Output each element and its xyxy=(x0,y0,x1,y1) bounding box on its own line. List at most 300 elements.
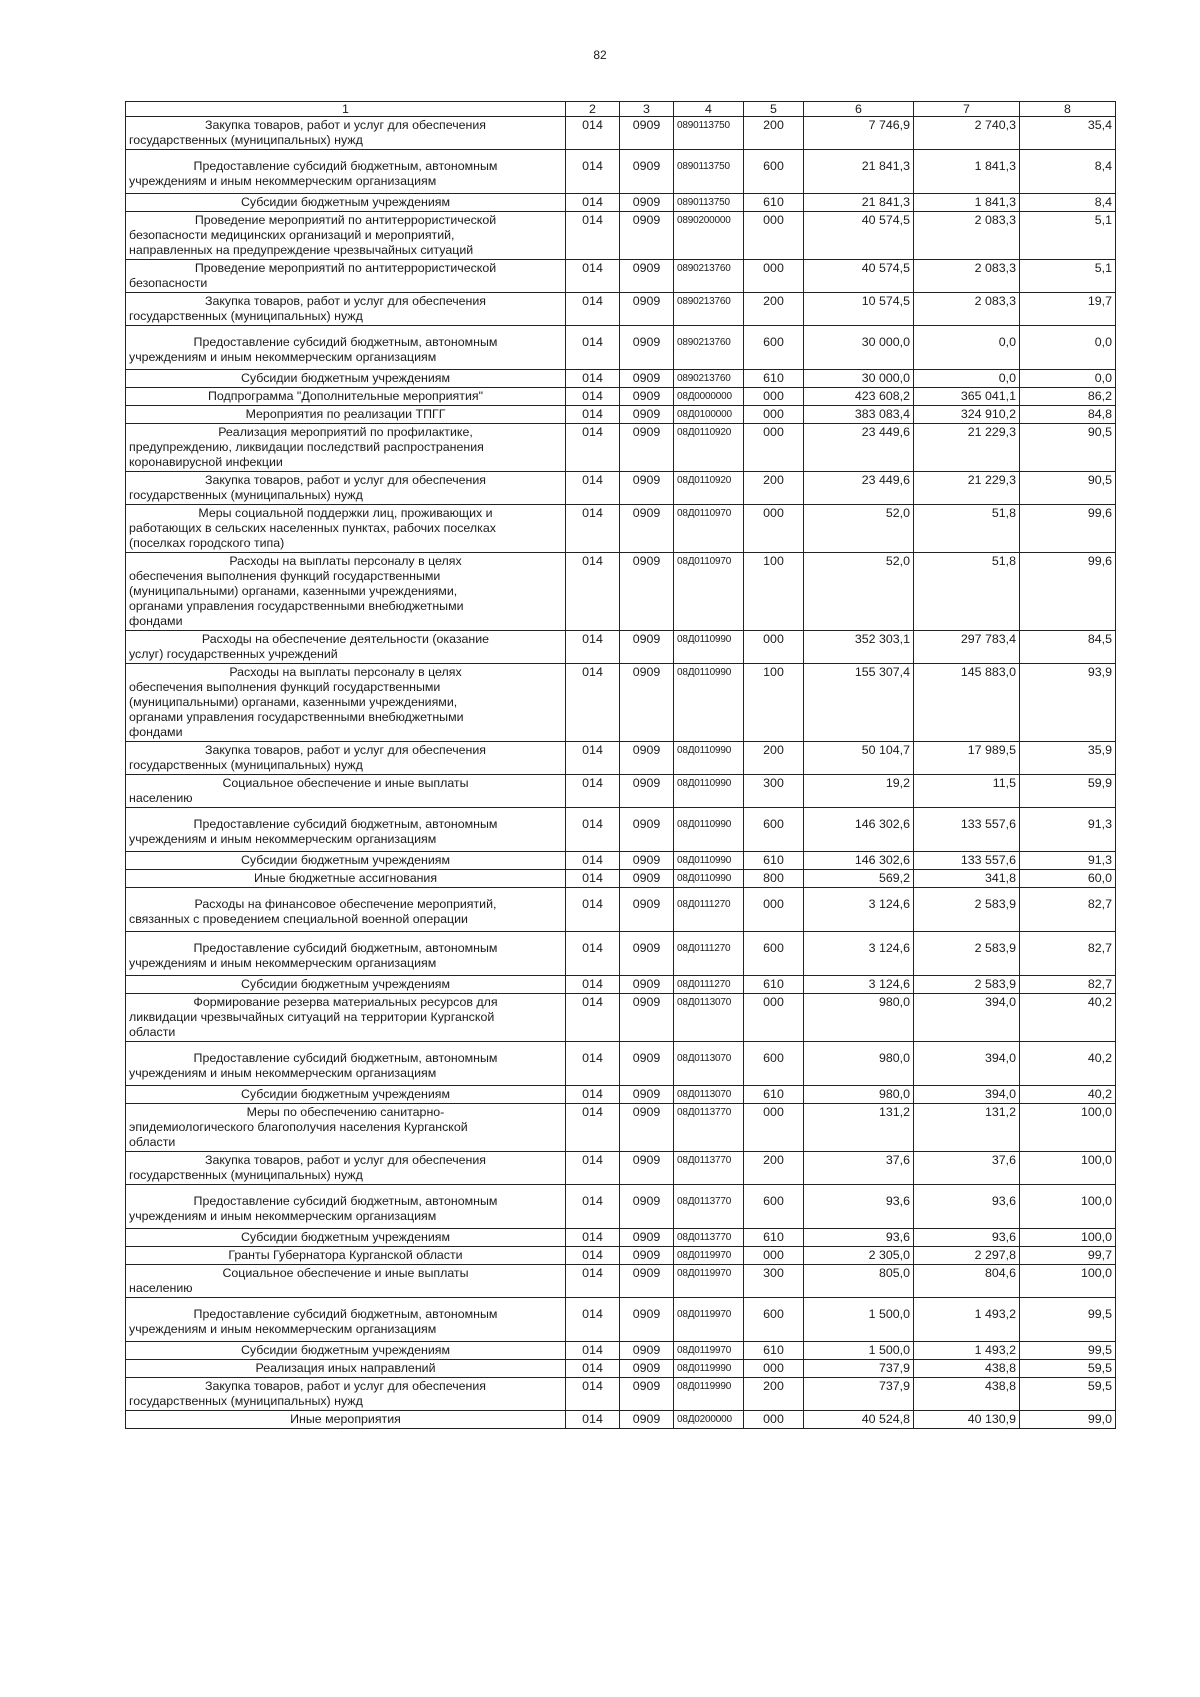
gr-code-cell: 014 xyxy=(566,472,620,505)
plan-amount-cell: 1 500,0 xyxy=(804,1342,914,1360)
row-name-first-line: Субсидии бюджетным учреждениям xyxy=(240,195,451,209)
gr-code-cell: 014 xyxy=(566,1086,620,1104)
row-name-line: населению xyxy=(129,791,193,805)
plan-amount-cell: 980,0 xyxy=(804,994,914,1042)
plan-amount-cell: 23 449,6 xyxy=(804,472,914,505)
row-name-cell xyxy=(126,260,566,293)
actual-amount-cell: 51,8 xyxy=(914,553,1020,631)
target-article-cell: 08Д0110990 xyxy=(674,742,744,775)
section-code-cell: 0909 xyxy=(620,1298,674,1342)
gr-code-cell: 014 xyxy=(566,1104,620,1152)
table-row xyxy=(126,370,1116,388)
percent-cell: 93,9 xyxy=(1020,664,1116,742)
table-row xyxy=(126,406,1116,424)
table-row xyxy=(126,976,1116,994)
target-article-cell: 0890213760 xyxy=(674,260,744,293)
actual-amount-cell: 133 557,6 xyxy=(914,852,1020,870)
section-code-cell: 0909 xyxy=(620,406,674,424)
gr-code-cell: 014 xyxy=(566,1378,620,1411)
row-name-first-line: Проведение мероприятий по антитеррористической xyxy=(194,261,497,275)
expense-type-cell: 200 xyxy=(744,1152,804,1185)
expense-type-cell: 610 xyxy=(744,976,804,994)
expense-type-cell: 100 xyxy=(744,664,804,742)
target-article-cell: 08Д0200000 xyxy=(674,1411,744,1429)
actual-amount-cell: 394,0 xyxy=(914,1086,1020,1104)
actual-amount-cell: 365 041,1 xyxy=(914,388,1020,406)
target-article-cell: 08Д0119970 xyxy=(674,1298,744,1342)
plan-amount-cell: 30 000,0 xyxy=(804,370,914,388)
expense-type-cell: 000 xyxy=(744,1247,804,1265)
target-article-cell: 0890113750 xyxy=(674,150,744,194)
row-name-first-line: Закупка товаров, работ и услуг для обеспечения xyxy=(204,1153,487,1167)
row-name-cell xyxy=(126,1247,566,1265)
row-name-cell xyxy=(126,1411,566,1429)
row-name-cell xyxy=(126,472,566,505)
target-article-cell: 08Д0100000 xyxy=(674,406,744,424)
row-name-cell xyxy=(126,1265,566,1298)
actual-amount-cell: 40 130,9 xyxy=(914,1411,1020,1429)
row-name-cell xyxy=(126,932,566,976)
gr-code-cell: 014 xyxy=(566,1229,620,1247)
table-row xyxy=(126,664,1116,742)
target-article-cell: 08Д0110990 xyxy=(674,631,744,664)
table-row xyxy=(126,326,1116,370)
target-article-cell: 08Д0110990 xyxy=(674,664,744,742)
section-code-cell: 0909 xyxy=(620,424,674,472)
percent-cell: 40,2 xyxy=(1020,994,1116,1042)
gr-code-cell: 014 xyxy=(566,1152,620,1185)
row-name-line: обеспечения выполнения функций государственными xyxy=(129,680,441,694)
section-code-cell: 0909 xyxy=(620,212,674,260)
section-code-cell: 0909 xyxy=(620,260,674,293)
table-row xyxy=(126,808,1116,852)
plan-amount-cell: 30 000,0 xyxy=(804,326,914,370)
expense-type-cell: 000 xyxy=(744,1360,804,1378)
percent-cell: 0,0 xyxy=(1020,370,1116,388)
row-name-cell xyxy=(126,194,566,212)
percent-cell: 60,0 xyxy=(1020,870,1116,888)
row-name-cell xyxy=(126,117,566,150)
gr-code-cell: 014 xyxy=(566,664,620,742)
row-name-first-line: Реализация мероприятий по профилактике, xyxy=(218,425,473,439)
plan-amount-cell: 146 302,6 xyxy=(804,852,914,870)
percent-cell: 100,0 xyxy=(1020,1185,1116,1229)
actual-amount-cell: 324 910,2 xyxy=(914,406,1020,424)
table-row xyxy=(126,742,1116,775)
section-code-cell: 0909 xyxy=(620,1042,674,1086)
row-name-first-line: Иные бюджетные ассигнования xyxy=(253,871,438,885)
percent-cell: 84,8 xyxy=(1020,406,1116,424)
plan-amount-cell: 131,2 xyxy=(804,1104,914,1152)
row-name-cell xyxy=(126,631,566,664)
expense-type-cell: 200 xyxy=(744,472,804,505)
target-article-cell: 08Д0110920 xyxy=(674,472,744,505)
expense-type-cell: 000 xyxy=(744,1411,804,1429)
plan-amount-cell: 21 841,3 xyxy=(804,150,914,194)
section-code-cell: 0909 xyxy=(620,932,674,976)
table-row xyxy=(126,1104,1116,1152)
row-name-first-line: Закупка товаров, работ и услуг для обеспечения xyxy=(204,1379,487,1393)
percent-cell: 84,5 xyxy=(1020,631,1116,664)
row-name-line: коронавирусной инфекции xyxy=(129,455,283,469)
gr-code-cell: 014 xyxy=(566,424,620,472)
target-article-cell: 08Д0113770 xyxy=(674,1152,744,1185)
gr-code-cell: 014 xyxy=(566,888,620,932)
percent-cell: 82,7 xyxy=(1020,932,1116,976)
table-row xyxy=(126,994,1116,1042)
row-name-cell xyxy=(126,212,566,260)
row-name-first-line: Закупка товаров, работ и услуг для обеспечения xyxy=(204,743,487,757)
percent-cell: 90,5 xyxy=(1020,472,1116,505)
row-name-first-line: Субсидии бюджетным учреждениям xyxy=(240,1343,451,1357)
row-name-cell xyxy=(126,1378,566,1411)
row-name-line: области xyxy=(129,1025,176,1039)
row-name-cell xyxy=(126,852,566,870)
expense-type-cell: 100 xyxy=(744,553,804,631)
table-row xyxy=(126,1152,1116,1185)
plan-amount-cell: 40 574,5 xyxy=(804,260,914,293)
gr-code-cell: 014 xyxy=(566,631,620,664)
row-name-line: учреждениям и иным некоммерческим организациям xyxy=(129,174,437,188)
percent-cell: 99,0 xyxy=(1020,1411,1116,1429)
actual-amount-cell: 341,8 xyxy=(914,870,1020,888)
table-row xyxy=(126,1378,1116,1411)
gr-code-cell: 014 xyxy=(566,553,620,631)
row-name-first-line: Меры социальной поддержки лиц, проживающих и xyxy=(198,506,493,520)
actual-amount-cell: 804,6 xyxy=(914,1265,1020,1298)
section-code-cell: 0909 xyxy=(620,994,674,1042)
target-article-cell: 08Д0111270 xyxy=(674,932,744,976)
row-name-line: работающих в сельских населенных пунктах, рабочих поселках xyxy=(129,521,496,535)
target-article-cell: 0890113750 xyxy=(674,117,744,150)
actual-amount-cell: 21 229,3 xyxy=(914,472,1020,505)
column-header: 2 xyxy=(566,102,620,117)
section-code-cell: 0909 xyxy=(620,808,674,852)
target-article-cell: 08Д0110970 xyxy=(674,505,744,553)
plan-amount-cell: 23 449,6 xyxy=(804,424,914,472)
page-number: 82 xyxy=(593,48,607,62)
row-name-first-line: Закупка товаров, работ и услуг для обеспечения xyxy=(204,294,487,308)
section-code-cell: 0909 xyxy=(620,326,674,370)
table-row xyxy=(126,117,1116,150)
percent-cell: 8,4 xyxy=(1020,194,1116,212)
actual-amount-cell: 438,8 xyxy=(914,1360,1020,1378)
gr-code-cell: 014 xyxy=(566,388,620,406)
row-name-cell xyxy=(126,293,566,326)
expense-type-cell: 600 xyxy=(744,1298,804,1342)
section-code-cell: 0909 xyxy=(620,1229,674,1247)
section-code-cell: 0909 xyxy=(620,1185,674,1229)
row-name-line: государственных (муниципальных) нужд xyxy=(129,1168,363,1182)
table-row xyxy=(126,212,1116,260)
table-row xyxy=(126,553,1116,631)
gr-code-cell: 014 xyxy=(566,293,620,326)
plan-amount-cell: 2 305,0 xyxy=(804,1247,914,1265)
percent-cell: 90,5 xyxy=(1020,424,1116,472)
row-name-first-line: Реализация иных направлений xyxy=(255,1361,436,1375)
plan-amount-cell: 737,9 xyxy=(804,1360,914,1378)
row-name-first-line: Предоставление субсидий бюджетным, автономным xyxy=(193,941,498,955)
target-article-cell: 08Д0119970 xyxy=(674,1247,744,1265)
gr-code-cell: 014 xyxy=(566,212,620,260)
expense-type-cell: 610 xyxy=(744,194,804,212)
plan-amount-cell: 52,0 xyxy=(804,505,914,553)
row-name-line: предупреждению, ликвидации последствий распространения xyxy=(129,440,484,454)
section-code-cell: 0909 xyxy=(620,1086,674,1104)
percent-cell: 100,0 xyxy=(1020,1229,1116,1247)
row-name-cell xyxy=(126,1185,566,1229)
expense-type-cell: 000 xyxy=(744,424,804,472)
table-row xyxy=(126,1185,1116,1229)
target-article-cell: 08Д0110990 xyxy=(674,852,744,870)
row-name-cell xyxy=(126,888,566,932)
plan-amount-cell: 93,6 xyxy=(804,1185,914,1229)
row-name-first-line: Меры по обеспечению санитарно- xyxy=(246,1105,445,1119)
row-name-line: связанных с проведением специальной военной операции xyxy=(129,912,468,926)
row-name-line: государственных (муниципальных) нужд xyxy=(129,758,363,772)
gr-code-cell: 014 xyxy=(566,852,620,870)
gr-code-cell: 014 xyxy=(566,1298,620,1342)
plan-amount-cell: 155 307,4 xyxy=(804,664,914,742)
expense-type-cell: 610 xyxy=(744,370,804,388)
gr-code-cell: 014 xyxy=(566,994,620,1042)
plan-amount-cell: 50 104,7 xyxy=(804,742,914,775)
row-name-first-line: Субсидии бюджетным учреждениям xyxy=(240,1087,451,1101)
plan-amount-cell: 10 574,5 xyxy=(804,293,914,326)
column-header: 7 xyxy=(914,102,1020,117)
row-name-cell xyxy=(126,664,566,742)
row-name-line: учреждениям и иным некоммерческим организациям xyxy=(129,1066,437,1080)
actual-amount-cell: 37,6 xyxy=(914,1152,1020,1185)
row-name-line: органами управления государственными внебюджетными xyxy=(129,599,464,613)
percent-cell: 99,5 xyxy=(1020,1342,1116,1360)
plan-amount-cell: 737,9 xyxy=(804,1378,914,1411)
row-name-first-line: Подпрограмма "Дополнительные мероприятия" xyxy=(208,389,483,403)
row-name-first-line: Формирование резерва материальных ресурсов для xyxy=(193,995,498,1009)
section-code-cell: 0909 xyxy=(620,150,674,194)
plan-amount-cell: 1 500,0 xyxy=(804,1298,914,1342)
row-name-line: государственных (муниципальных) нужд xyxy=(129,133,363,147)
plan-amount-cell: 3 124,6 xyxy=(804,888,914,932)
row-name-cell xyxy=(126,388,566,406)
header-row xyxy=(126,102,1116,117)
section-code-cell: 0909 xyxy=(620,1247,674,1265)
column-header: 6 xyxy=(804,102,914,117)
row-name-line: обеспечения выполнения функций государственными xyxy=(129,569,441,583)
table-row xyxy=(126,932,1116,976)
plan-amount-cell: 352 303,1 xyxy=(804,631,914,664)
plan-amount-cell: 383 083,4 xyxy=(804,406,914,424)
section-code-cell: 0909 xyxy=(620,370,674,388)
actual-amount-cell: 93,6 xyxy=(914,1229,1020,1247)
actual-amount-cell: 133 557,6 xyxy=(914,808,1020,852)
row-name-first-line: Социальное обеспечение и иные выплаты xyxy=(222,1266,469,1280)
row-name-first-line: Субсидии бюджетным учреждениям xyxy=(240,1230,451,1244)
percent-cell: 59,5 xyxy=(1020,1360,1116,1378)
percent-cell: 100,0 xyxy=(1020,1265,1116,1298)
actual-amount-cell: 2 583,9 xyxy=(914,932,1020,976)
section-code-cell: 0909 xyxy=(620,505,674,553)
expense-type-cell: 000 xyxy=(744,212,804,260)
target-article-cell: 0890213760 xyxy=(674,370,744,388)
actual-amount-cell: 1 493,2 xyxy=(914,1298,1020,1342)
percent-cell: 99,5 xyxy=(1020,1298,1116,1342)
percent-cell: 99,6 xyxy=(1020,505,1116,553)
actual-amount-cell: 394,0 xyxy=(914,994,1020,1042)
row-name-first-line: Расходы на выплаты персоналу в целях xyxy=(229,665,462,679)
section-code-cell: 0909 xyxy=(620,976,674,994)
target-article-cell: 08Д0110990 xyxy=(674,870,744,888)
actual-amount-cell: 2 083,3 xyxy=(914,260,1020,293)
row-name-cell xyxy=(126,150,566,194)
target-article-cell: 0890213760 xyxy=(674,326,744,370)
budget-table xyxy=(125,101,1116,1429)
section-code-cell: 0909 xyxy=(620,1378,674,1411)
percent-cell: 40,2 xyxy=(1020,1042,1116,1086)
expense-type-cell: 200 xyxy=(744,117,804,150)
row-name-first-line: Предоставление субсидий бюджетным, автономным xyxy=(193,335,498,349)
gr-code-cell: 014 xyxy=(566,370,620,388)
percent-cell: 8,4 xyxy=(1020,150,1116,194)
table-row xyxy=(126,1042,1116,1086)
row-name-cell xyxy=(126,424,566,472)
row-name-cell xyxy=(126,1342,566,1360)
percent-cell: 59,9 xyxy=(1020,775,1116,808)
row-name-line: области xyxy=(129,1135,176,1149)
expense-type-cell: 600 xyxy=(744,326,804,370)
row-name-line: государственных (муниципальных) нужд xyxy=(129,1394,363,1408)
percent-cell: 86,2 xyxy=(1020,388,1116,406)
row-name-cell xyxy=(126,553,566,631)
row-name-first-line: Расходы на финансовое обеспечение мероприятий, xyxy=(194,897,497,911)
percent-cell: 0,0 xyxy=(1020,326,1116,370)
target-article-cell: 08Д0113070 xyxy=(674,1086,744,1104)
gr-code-cell: 014 xyxy=(566,326,620,370)
expense-type-cell: 600 xyxy=(744,1042,804,1086)
section-code-cell: 0909 xyxy=(620,664,674,742)
table-row xyxy=(126,775,1116,808)
table-row xyxy=(126,1229,1116,1247)
expense-type-cell: 200 xyxy=(744,742,804,775)
table-row xyxy=(126,194,1116,212)
expense-type-cell: 000 xyxy=(744,631,804,664)
section-code-cell: 0909 xyxy=(620,631,674,664)
row-name-line: эпидемиологического благополучия населения Курганской xyxy=(129,1120,468,1134)
row-name-first-line: Закупка товаров, работ и услуг для обеспечения xyxy=(204,473,487,487)
row-name-line: органами управления государственными внебюджетными xyxy=(129,710,464,724)
row-name-first-line: Предоставление субсидий бюджетным, автономным xyxy=(193,159,498,173)
table-row xyxy=(126,1411,1116,1429)
plan-amount-cell: 3 124,6 xyxy=(804,976,914,994)
section-code-cell: 0909 xyxy=(620,293,674,326)
row-name-line: фондами xyxy=(129,725,183,739)
gr-code-cell: 014 xyxy=(566,1360,620,1378)
target-article-cell: 0890213760 xyxy=(674,293,744,326)
expense-type-cell: 300 xyxy=(744,775,804,808)
expense-type-cell: 000 xyxy=(744,1104,804,1152)
target-article-cell: 08Д0119990 xyxy=(674,1378,744,1411)
expense-type-cell: 000 xyxy=(744,505,804,553)
row-name-cell xyxy=(126,808,566,852)
expense-type-cell: 610 xyxy=(744,852,804,870)
target-article-cell: 08Д0110990 xyxy=(674,775,744,808)
section-code-cell: 0909 xyxy=(620,888,674,932)
actual-amount-cell: 145 883,0 xyxy=(914,664,1020,742)
row-name-first-line: Предоставление субсидий бюджетным, автономным xyxy=(193,817,498,831)
row-name-cell xyxy=(126,1086,566,1104)
row-name-line: (муниципальными) органами, казенными учреждениями, xyxy=(129,584,458,598)
row-name-cell xyxy=(126,1104,566,1152)
expense-type-cell: 000 xyxy=(744,406,804,424)
gr-code-cell: 014 xyxy=(566,808,620,852)
column-header: 3 xyxy=(620,102,674,117)
plan-amount-cell: 980,0 xyxy=(804,1042,914,1086)
table-row xyxy=(126,388,1116,406)
gr-code-cell: 014 xyxy=(566,260,620,293)
plan-amount-cell: 40 574,5 xyxy=(804,212,914,260)
gr-code-cell: 014 xyxy=(566,505,620,553)
gr-code-cell: 014 xyxy=(566,117,620,150)
gr-code-cell: 014 xyxy=(566,976,620,994)
row-name-cell xyxy=(126,1042,566,1086)
gr-code-cell: 014 xyxy=(566,1247,620,1265)
plan-amount-cell: 19,2 xyxy=(804,775,914,808)
gr-code-cell: 014 xyxy=(566,1185,620,1229)
table-row xyxy=(126,1360,1116,1378)
target-article-cell: 08Д0111270 xyxy=(674,976,744,994)
gr-code-cell: 014 xyxy=(566,150,620,194)
expense-type-cell: 800 xyxy=(744,870,804,888)
target-article-cell: 08Д0119970 xyxy=(674,1265,744,1298)
percent-cell: 91,3 xyxy=(1020,808,1116,852)
row-name-line: (поселках городского типа) xyxy=(129,536,285,550)
actual-amount-cell: 2 583,9 xyxy=(914,976,1020,994)
section-code-cell: 0909 xyxy=(620,1411,674,1429)
row-name-line: учреждениям и иным некоммерческим организациям xyxy=(129,1322,437,1336)
section-code-cell: 0909 xyxy=(620,472,674,505)
row-name-line: учреждениям и иным некоммерческим организациям xyxy=(129,350,437,364)
percent-cell: 100,0 xyxy=(1020,1152,1116,1185)
expense-type-cell: 600 xyxy=(744,808,804,852)
gr-code-cell: 014 xyxy=(566,870,620,888)
expense-type-cell: 000 xyxy=(744,388,804,406)
row-name-line: государственных (муниципальных) нужд xyxy=(129,309,363,323)
actual-amount-cell: 93,6 xyxy=(914,1185,1020,1229)
column-header: 8 xyxy=(1020,102,1116,117)
target-article-cell: 08Д0000000 xyxy=(674,388,744,406)
actual-amount-cell: 0,0 xyxy=(914,370,1020,388)
actual-amount-cell: 1 493,2 xyxy=(914,1342,1020,1360)
row-name-first-line: Предоставление субсидий бюджетным, автономным xyxy=(193,1194,498,1208)
table-row xyxy=(126,1086,1116,1104)
section-code-cell: 0909 xyxy=(620,1342,674,1360)
percent-cell: 35,9 xyxy=(1020,742,1116,775)
table-row xyxy=(126,852,1116,870)
table-row xyxy=(126,424,1116,472)
row-name-first-line: Социальное обеспечение и иные выплаты xyxy=(222,776,469,790)
column-header: 1 xyxy=(126,102,566,117)
row-name-line: учреждениям и иным некоммерческим организациям xyxy=(129,1209,437,1223)
gr-code-cell: 014 xyxy=(566,1042,620,1086)
row-name-cell xyxy=(126,1152,566,1185)
percent-cell: 82,7 xyxy=(1020,888,1116,932)
section-code-cell: 0909 xyxy=(620,1360,674,1378)
table-row xyxy=(126,472,1116,505)
target-article-cell: 08Д0110990 xyxy=(674,808,744,852)
row-name-first-line: Субсидии бюджетным учреждениям xyxy=(240,371,451,385)
gr-code-cell: 014 xyxy=(566,775,620,808)
row-name-line: направленных на предупреждение чрезвычайных ситуаций xyxy=(129,243,474,257)
